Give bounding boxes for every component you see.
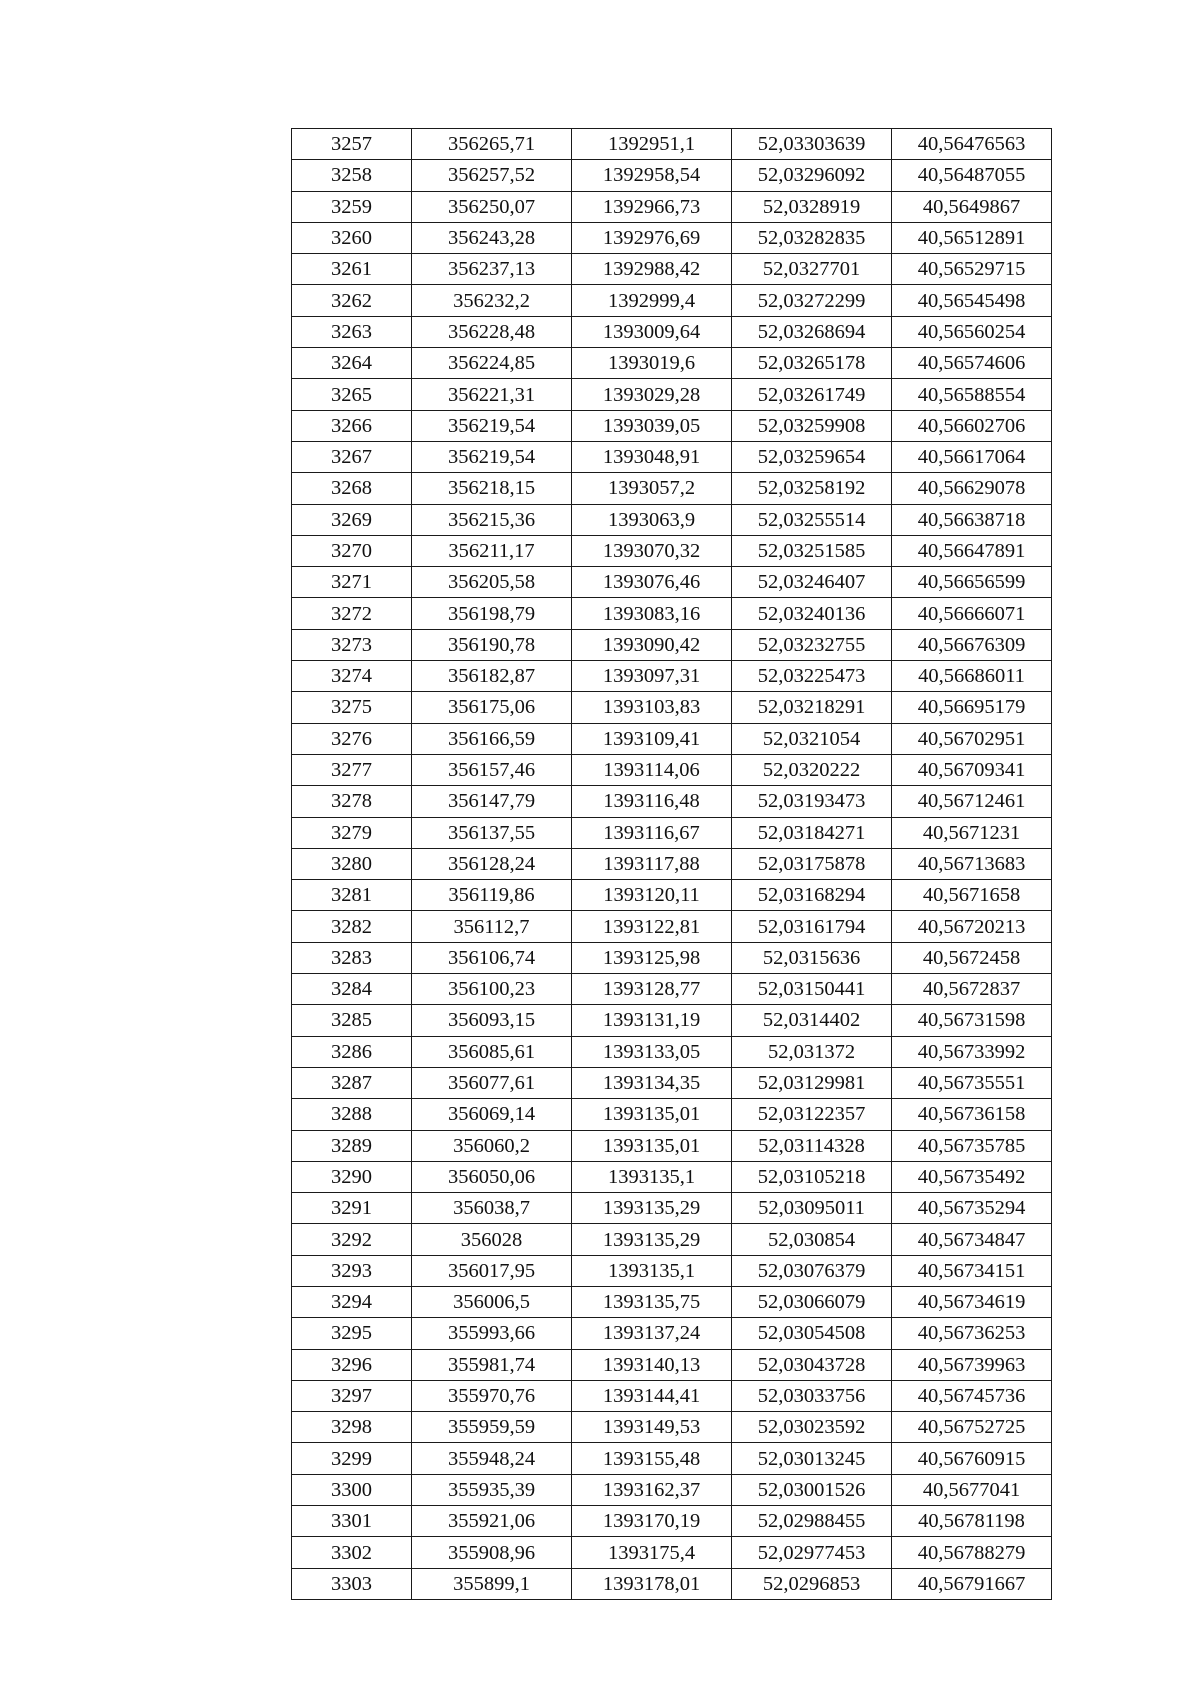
x-coordinate-cell: 356017,95 — [412, 1255, 572, 1286]
longitude-cell: 40,56647891 — [892, 535, 1052, 566]
table-row — [292, 723, 1052, 754]
x-coordinate-cell: 355959,59 — [412, 1412, 572, 1443]
longitude-cell: 40,56702951 — [892, 723, 1052, 754]
point-number-cell: 3292 — [292, 1224, 412, 1255]
longitude-cell: 40,56735551 — [892, 1067, 1052, 1098]
table-row — [292, 285, 1052, 316]
point-number-cell: 3269 — [292, 504, 412, 535]
longitude-cell: 40,56695179 — [892, 692, 1052, 723]
x-coordinate-cell: 356265,71 — [412, 129, 572, 160]
table-row — [292, 1286, 1052, 1317]
table-row — [292, 222, 1052, 253]
y-coordinate-cell: 1393135,1 — [572, 1255, 732, 1286]
x-coordinate-cell: 356166,59 — [412, 723, 572, 754]
latitude-cell: 52,0296853 — [732, 1568, 892, 1599]
longitude-cell: 40,56686011 — [892, 661, 1052, 692]
x-coordinate-cell: 356243,28 — [412, 222, 572, 253]
table-row — [292, 1255, 1052, 1286]
longitude-cell: 40,56745736 — [892, 1380, 1052, 1411]
point-number-cell: 3265 — [292, 379, 412, 410]
x-coordinate-cell: 356190,78 — [412, 629, 572, 660]
longitude-cell: 40,56512891 — [892, 222, 1052, 253]
table-row — [292, 191, 1052, 222]
longitude-cell: 40,56545498 — [892, 285, 1052, 316]
x-coordinate-cell: 355981,74 — [412, 1349, 572, 1380]
y-coordinate-cell: 1393116,48 — [572, 786, 732, 817]
x-coordinate-cell: 356137,55 — [412, 817, 572, 848]
point-number-cell: 3298 — [292, 1412, 412, 1443]
y-coordinate-cell: 1393019,6 — [572, 348, 732, 379]
longitude-cell: 40,56731598 — [892, 1005, 1052, 1036]
longitude-cell: 40,56752725 — [892, 1412, 1052, 1443]
longitude-cell: 40,5671231 — [892, 817, 1052, 848]
y-coordinate-cell: 1393140,13 — [572, 1349, 732, 1380]
longitude-cell: 40,56734847 — [892, 1224, 1052, 1255]
point-number-cell: 3302 — [292, 1537, 412, 1568]
point-number-cell: 3257 — [292, 129, 412, 160]
latitude-cell: 52,03043728 — [732, 1349, 892, 1380]
longitude-cell: 40,56476563 — [892, 129, 1052, 160]
y-coordinate-cell: 1393120,11 — [572, 880, 732, 911]
x-coordinate-cell: 356077,61 — [412, 1067, 572, 1098]
point-number-cell: 3277 — [292, 754, 412, 785]
x-coordinate-cell: 356028 — [412, 1224, 572, 1255]
y-coordinate-cell: 1392999,4 — [572, 285, 732, 316]
latitude-cell: 52,03240136 — [732, 598, 892, 629]
latitude-cell: 52,03184271 — [732, 817, 892, 848]
x-coordinate-cell: 355899,1 — [412, 1568, 572, 1599]
y-coordinate-cell: 1393135,75 — [572, 1286, 732, 1317]
table-row — [292, 1161, 1052, 1192]
x-coordinate-cell: 356250,07 — [412, 191, 572, 222]
longitude-cell: 40,56560254 — [892, 316, 1052, 347]
y-coordinate-cell: 1393070,32 — [572, 535, 732, 566]
longitude-cell: 40,56638718 — [892, 504, 1052, 535]
table-row — [292, 441, 1052, 472]
longitude-cell: 40,56791667 — [892, 1568, 1052, 1599]
table-row — [292, 1380, 1052, 1411]
point-number-cell: 3301 — [292, 1506, 412, 1537]
longitude-cell: 40,56629078 — [892, 473, 1052, 504]
x-coordinate-cell: 356157,46 — [412, 754, 572, 785]
latitude-cell: 52,03251585 — [732, 535, 892, 566]
x-coordinate-cell: 355908,96 — [412, 1537, 572, 1568]
latitude-cell: 52,0328919 — [732, 191, 892, 222]
latitude-cell: 52,03265178 — [732, 348, 892, 379]
x-coordinate-cell: 356218,15 — [412, 473, 572, 504]
x-coordinate-cell: 356038,7 — [412, 1193, 572, 1224]
coordinates-table-body — [292, 129, 1052, 1600]
point-number-cell: 3283 — [292, 942, 412, 973]
point-number-cell: 3282 — [292, 911, 412, 942]
point-number-cell: 3291 — [292, 1193, 412, 1224]
latitude-cell: 52,02988455 — [732, 1506, 892, 1537]
y-coordinate-cell: 1393170,19 — [572, 1506, 732, 1537]
y-coordinate-cell: 1393155,48 — [572, 1443, 732, 1474]
latitude-cell: 52,03095011 — [732, 1193, 892, 1224]
y-coordinate-cell: 1393131,19 — [572, 1005, 732, 1036]
table-row — [292, 535, 1052, 566]
latitude-cell: 52,03246407 — [732, 567, 892, 598]
longitude-cell: 40,56736158 — [892, 1099, 1052, 1130]
y-coordinate-cell: 1393135,01 — [572, 1099, 732, 1130]
x-coordinate-cell: 356085,61 — [412, 1036, 572, 1067]
table-row — [292, 629, 1052, 660]
point-number-cell: 3275 — [292, 692, 412, 723]
table-row — [292, 880, 1052, 911]
table-row — [292, 1318, 1052, 1349]
x-coordinate-cell: 356112,7 — [412, 911, 572, 942]
table-row — [292, 1537, 1052, 1568]
x-coordinate-cell: 356237,13 — [412, 254, 572, 285]
longitude-cell: 40,5672837 — [892, 974, 1052, 1005]
x-coordinate-cell: 356069,14 — [412, 1099, 572, 1130]
table-row — [292, 1568, 1052, 1599]
point-number-cell: 3271 — [292, 567, 412, 598]
latitude-cell: 52,03033756 — [732, 1380, 892, 1411]
table-row — [292, 504, 1052, 535]
longitude-cell: 40,56487055 — [892, 160, 1052, 191]
table-row — [292, 848, 1052, 879]
latitude-cell: 52,03218291 — [732, 692, 892, 723]
point-number-cell: 3287 — [292, 1067, 412, 1098]
point-number-cell: 3296 — [292, 1349, 412, 1380]
point-number-cell: 3299 — [292, 1443, 412, 1474]
longitude-cell: 40,56666071 — [892, 598, 1052, 629]
y-coordinate-cell: 1393125,98 — [572, 942, 732, 973]
table-row — [292, 1349, 1052, 1380]
longitude-cell: 40,56709341 — [892, 754, 1052, 785]
y-coordinate-cell: 1393009,64 — [572, 316, 732, 347]
y-coordinate-cell: 1393162,37 — [572, 1474, 732, 1505]
y-coordinate-cell: 1393063,9 — [572, 504, 732, 535]
y-coordinate-cell: 1393057,2 — [572, 473, 732, 504]
y-coordinate-cell: 1393029,28 — [572, 379, 732, 410]
point-number-cell: 3280 — [292, 848, 412, 879]
latitude-cell: 52,03161794 — [732, 911, 892, 942]
longitude-cell: 40,56720213 — [892, 911, 1052, 942]
point-number-cell: 3270 — [292, 535, 412, 566]
table-row — [292, 1099, 1052, 1130]
table-row — [292, 661, 1052, 692]
point-number-cell: 3289 — [292, 1130, 412, 1161]
x-coordinate-cell: 356147,79 — [412, 786, 572, 817]
x-coordinate-cell: 356050,06 — [412, 1161, 572, 1192]
longitude-cell: 40,56617064 — [892, 441, 1052, 472]
y-coordinate-cell: 1393178,01 — [572, 1568, 732, 1599]
y-coordinate-cell: 1393122,81 — [572, 911, 732, 942]
table-row — [292, 1036, 1052, 1067]
x-coordinate-cell: 356215,36 — [412, 504, 572, 535]
y-coordinate-cell: 1392988,42 — [572, 254, 732, 285]
point-number-cell: 3259 — [292, 191, 412, 222]
y-coordinate-cell: 1393090,42 — [572, 629, 732, 660]
y-coordinate-cell: 1393135,1 — [572, 1161, 732, 1192]
y-coordinate-cell: 1393109,41 — [572, 723, 732, 754]
point-number-cell: 3293 — [292, 1255, 412, 1286]
latitude-cell: 52,03268694 — [732, 316, 892, 347]
table-row — [292, 160, 1052, 191]
y-coordinate-cell: 1392976,69 — [572, 222, 732, 253]
x-coordinate-cell: 356128,24 — [412, 848, 572, 879]
table-row — [292, 754, 1052, 785]
latitude-cell: 52,0327701 — [732, 254, 892, 285]
y-coordinate-cell: 1393048,91 — [572, 441, 732, 472]
y-coordinate-cell: 1393097,31 — [572, 661, 732, 692]
latitude-cell: 52,03272299 — [732, 285, 892, 316]
y-coordinate-cell: 1392966,73 — [572, 191, 732, 222]
longitude-cell: 40,56735294 — [892, 1193, 1052, 1224]
longitude-cell: 40,5649867 — [892, 191, 1052, 222]
latitude-cell: 52,03122357 — [732, 1099, 892, 1130]
table-row — [292, 567, 1052, 598]
point-number-cell: 3278 — [292, 786, 412, 817]
table-row — [292, 410, 1052, 441]
latitude-cell: 52,03261749 — [732, 379, 892, 410]
table-row — [292, 1067, 1052, 1098]
table-row — [292, 348, 1052, 379]
latitude-cell: 52,03066079 — [732, 1286, 892, 1317]
x-coordinate-cell: 356100,23 — [412, 974, 572, 1005]
latitude-cell: 52,0320222 — [732, 754, 892, 785]
point-number-cell: 3279 — [292, 817, 412, 848]
y-coordinate-cell: 1393133,05 — [572, 1036, 732, 1067]
latitude-cell: 52,03076379 — [732, 1255, 892, 1286]
y-coordinate-cell: 1393076,46 — [572, 567, 732, 598]
point-number-cell: 3260 — [292, 222, 412, 253]
table-row — [292, 473, 1052, 504]
y-coordinate-cell: 1393144,41 — [572, 1380, 732, 1411]
table-row — [292, 598, 1052, 629]
y-coordinate-cell: 1393134,35 — [572, 1067, 732, 1098]
y-coordinate-cell: 1393116,67 — [572, 817, 732, 848]
latitude-cell: 52,03258192 — [732, 473, 892, 504]
y-coordinate-cell: 1393135,29 — [572, 1193, 732, 1224]
table-row — [292, 129, 1052, 160]
y-coordinate-cell: 1393039,05 — [572, 410, 732, 441]
longitude-cell: 40,56781198 — [892, 1506, 1052, 1537]
point-number-cell: 3272 — [292, 598, 412, 629]
table-row — [292, 911, 1052, 942]
latitude-cell: 52,03282835 — [732, 222, 892, 253]
x-coordinate-cell: 356205,58 — [412, 567, 572, 598]
y-coordinate-cell: 1392951,1 — [572, 129, 732, 160]
longitude-cell: 40,56735492 — [892, 1161, 1052, 1192]
y-coordinate-cell: 1393137,24 — [572, 1318, 732, 1349]
latitude-cell: 52,03193473 — [732, 786, 892, 817]
x-coordinate-cell: 355970,76 — [412, 1380, 572, 1411]
coordinates-table — [291, 128, 1052, 1600]
x-coordinate-cell: 356175,06 — [412, 692, 572, 723]
point-number-cell: 3261 — [292, 254, 412, 285]
table-row — [292, 1224, 1052, 1255]
x-coordinate-cell: 356219,54 — [412, 441, 572, 472]
point-number-cell: 3285 — [292, 1005, 412, 1036]
latitude-cell: 52,03303639 — [732, 129, 892, 160]
point-number-cell: 3262 — [292, 285, 412, 316]
latitude-cell: 52,03114328 — [732, 1130, 892, 1161]
latitude-cell: 52,030854 — [732, 1224, 892, 1255]
x-coordinate-cell: 356093,15 — [412, 1005, 572, 1036]
latitude-cell: 52,0321054 — [732, 723, 892, 754]
x-coordinate-cell: 356106,74 — [412, 942, 572, 973]
table-row — [292, 1412, 1052, 1443]
table-row — [292, 1506, 1052, 1537]
point-number-cell: 3286 — [292, 1036, 412, 1067]
x-coordinate-cell: 356060,2 — [412, 1130, 572, 1161]
table-row — [292, 974, 1052, 1005]
x-coordinate-cell: 355921,06 — [412, 1506, 572, 1537]
point-number-cell: 3266 — [292, 410, 412, 441]
x-coordinate-cell: 355948,24 — [412, 1443, 572, 1474]
longitude-cell: 40,56712461 — [892, 786, 1052, 817]
table-row — [292, 692, 1052, 723]
table-row — [292, 254, 1052, 285]
table-row — [292, 1474, 1052, 1505]
x-coordinate-cell: 356198,79 — [412, 598, 572, 629]
y-coordinate-cell: 1393117,88 — [572, 848, 732, 879]
longitude-cell: 40,5677041 — [892, 1474, 1052, 1505]
point-number-cell: 3258 — [292, 160, 412, 191]
longitude-cell: 40,56734151 — [892, 1255, 1052, 1286]
point-number-cell: 3273 — [292, 629, 412, 660]
table-row — [292, 1443, 1052, 1474]
y-coordinate-cell: 1393135,29 — [572, 1224, 732, 1255]
x-coordinate-cell: 356257,52 — [412, 160, 572, 191]
latitude-cell: 52,03232755 — [732, 629, 892, 660]
y-coordinate-cell: 1393083,16 — [572, 598, 732, 629]
x-coordinate-cell: 356232,2 — [412, 285, 572, 316]
point-number-cell: 3303 — [292, 1568, 412, 1599]
longitude-cell: 40,56588554 — [892, 379, 1052, 410]
longitude-cell: 40,56529715 — [892, 254, 1052, 285]
y-coordinate-cell: 1393149,53 — [572, 1412, 732, 1443]
point-number-cell: 3281 — [292, 880, 412, 911]
y-coordinate-cell: 1393128,77 — [572, 974, 732, 1005]
table-row — [292, 316, 1052, 347]
table-row — [292, 1005, 1052, 1036]
table-row — [292, 942, 1052, 973]
y-coordinate-cell: 1393114,06 — [572, 754, 732, 785]
latitude-cell: 52,031372 — [732, 1036, 892, 1067]
latitude-cell: 52,0315636 — [732, 942, 892, 973]
x-coordinate-cell: 356211,17 — [412, 535, 572, 566]
latitude-cell: 52,03001526 — [732, 1474, 892, 1505]
point-number-cell: 3264 — [292, 348, 412, 379]
table-row — [292, 379, 1052, 410]
latitude-cell: 52,02977453 — [732, 1537, 892, 1568]
longitude-cell: 40,56734619 — [892, 1286, 1052, 1317]
longitude-cell: 40,56574606 — [892, 348, 1052, 379]
latitude-cell: 52,03296092 — [732, 160, 892, 191]
y-coordinate-cell: 1393135,01 — [572, 1130, 732, 1161]
point-number-cell: 3276 — [292, 723, 412, 754]
y-coordinate-cell: 1392958,54 — [572, 160, 732, 191]
x-coordinate-cell: 356224,85 — [412, 348, 572, 379]
x-coordinate-cell: 355935,39 — [412, 1474, 572, 1505]
point-number-cell: 3288 — [292, 1099, 412, 1130]
point-number-cell: 3263 — [292, 316, 412, 347]
latitude-cell: 52,03255514 — [732, 504, 892, 535]
longitude-cell: 40,56656599 — [892, 567, 1052, 598]
latitude-cell: 52,03175878 — [732, 848, 892, 879]
latitude-cell: 52,03013245 — [732, 1443, 892, 1474]
longitude-cell: 40,56733992 — [892, 1036, 1052, 1067]
x-coordinate-cell: 356221,31 — [412, 379, 572, 410]
x-coordinate-cell: 356219,54 — [412, 410, 572, 441]
latitude-cell: 52,03150441 — [732, 974, 892, 1005]
longitude-cell: 40,56788279 — [892, 1537, 1052, 1568]
point-number-cell: 3268 — [292, 473, 412, 504]
latitude-cell: 52,03168294 — [732, 880, 892, 911]
longitude-cell: 40,5672458 — [892, 942, 1052, 973]
point-number-cell: 3267 — [292, 441, 412, 472]
x-coordinate-cell: 356228,48 — [412, 316, 572, 347]
y-coordinate-cell: 1393175,4 — [572, 1537, 732, 1568]
longitude-cell: 40,56676309 — [892, 629, 1052, 660]
longitude-cell: 40,56739963 — [892, 1349, 1052, 1380]
table-row — [292, 1193, 1052, 1224]
latitude-cell: 52,03259908 — [732, 410, 892, 441]
table-row — [292, 786, 1052, 817]
longitude-cell: 40,5671658 — [892, 880, 1052, 911]
latitude-cell: 52,0314402 — [732, 1005, 892, 1036]
x-coordinate-cell: 356182,87 — [412, 661, 572, 692]
point-number-cell: 3295 — [292, 1318, 412, 1349]
table-row — [292, 817, 1052, 848]
point-number-cell: 3284 — [292, 974, 412, 1005]
y-coordinate-cell: 1393103,83 — [572, 692, 732, 723]
x-coordinate-cell: 355993,66 — [412, 1318, 572, 1349]
latitude-cell: 52,03129981 — [732, 1067, 892, 1098]
latitude-cell: 52,03054508 — [732, 1318, 892, 1349]
longitude-cell: 40,56760915 — [892, 1443, 1052, 1474]
point-number-cell: 3294 — [292, 1286, 412, 1317]
latitude-cell: 52,03023592 — [732, 1412, 892, 1443]
longitude-cell: 40,56713683 — [892, 848, 1052, 879]
longitude-cell: 40,56602706 — [892, 410, 1052, 441]
latitude-cell: 52,03105218 — [732, 1161, 892, 1192]
x-coordinate-cell: 356006,5 — [412, 1286, 572, 1317]
point-number-cell: 3300 — [292, 1474, 412, 1505]
point-number-cell: 3274 — [292, 661, 412, 692]
longitude-cell: 40,56735785 — [892, 1130, 1052, 1161]
point-number-cell: 3290 — [292, 1161, 412, 1192]
x-coordinate-cell: 356119,86 — [412, 880, 572, 911]
table-row — [292, 1130, 1052, 1161]
latitude-cell: 52,03225473 — [732, 661, 892, 692]
latitude-cell: 52,03259654 — [732, 441, 892, 472]
longitude-cell: 40,56736253 — [892, 1318, 1052, 1349]
point-number-cell: 3297 — [292, 1380, 412, 1411]
